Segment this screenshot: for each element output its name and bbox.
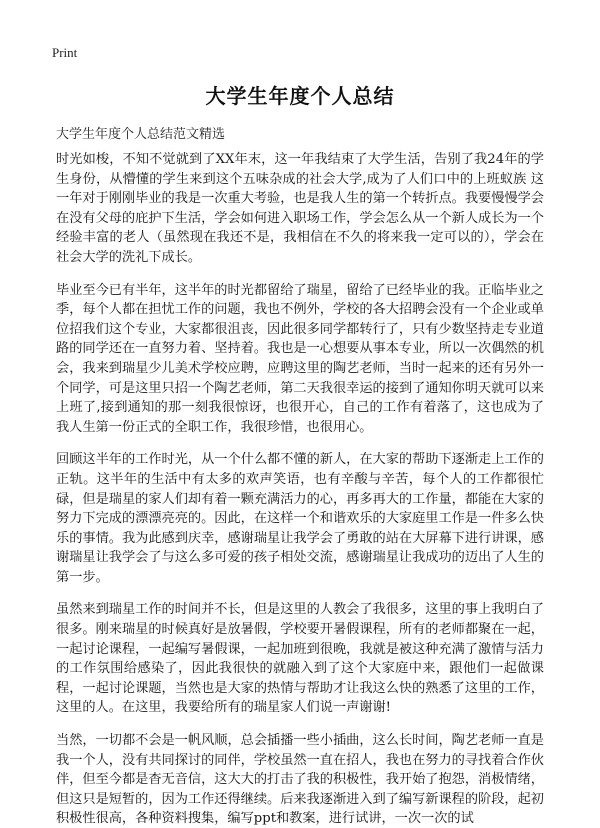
paragraph: 回顾这半年的工作时光，从一个什么都不懂的新人，在大家的帮助下逐渐走上工作的正轨。这半年的生活中有太多的欢声笑语，也有辛酸与辛苦，每个人的工作都很忙碌，但是瑞星的家人们却有着一颗充满活力的心，再多再大的工作量，都能在大家的努力下完成的漂漂亮亮的。因此，在这样一个和谐欢乐的大家庭里工作是一件多么快乐的事情。我为此感到庆幸，感谢瑞星让我学会了勇敢的站在大屏幕下进行讲课，感谢瑞星让我学会了与这么多可爱的孩子相处交流，感谢瑞星让我成功的迈出了人生的第一步。 bbox=[56, 452, 544, 585]
document-subtitle: 大学生年度个人总结范文精选 bbox=[56, 127, 226, 142]
document-body bbox=[56, 150, 544, 828]
print-link[interactable]: Print bbox=[52, 45, 78, 60]
paragraph: 时光如梭，不知不觉就到了XX年末，这一年我结束了大学生活，告别了我24年的学生身份，从懵懂的学生来到这个五味杂成的社会大学,成为了人们口中的上班蚁族 这一年对于刚刚毕业的我是一次重大考验，也是我人生的第一个转折点。我要慢慢学会在没有父母的庇护下生活，学会如何进入职场工作，学会怎么从一个新人成长为一个经验丰富的老人（虽然现在我还不是，我相信在不久的将来我一定可以的），学会在社会大学的洗礼下成长。 bbox=[56, 152, 544, 265]
paragraph: 毕业至今已有半年，这半年的时光都留给了瑞星，留给了已经毕业的我。正临毕业之季，每个人都在担忧工作的问题，我也不例外，学校的各大招聘会没有一个企业或单位招我们这个专业，大家都很沮丧，因此很多同学都转行了，只有少数坚持走专业道路的同学还在一直努力着、坚持着。我也是一心想要从事本专业，所以一次偶然的机会，我来到瑞星少儿美术学校应聘，应聘这里的陶艺老师，当时一起来的还有另外一个同学，可是这里只招一个陶艺老师，第二天我很幸运的接到了通知你明天就可以来上班了,接到通知的那一刻我很惊讶，也很开心，自己的工作有着落了，这也成为了我人生第一份正式的全职工作，我很珍惜，也很用心。 bbox=[56, 282, 544, 435]
paragraph: 虽然来到瑞星工作的时间并不长，但是这里的人教会了我很多，这里的事上我明白了很多。刚来瑞星的时候真好是放暑假，学校要开暑假课程，所有的老师都聚在一起，一起讨论课程，一起编写暑假课，一起加班到很晚，我就是被这种充满了激情与活力的工作氛围给感染了，因此我很快的就融入到了这个大家庭中来，跟他们一起做课程，一起讨论课题，当然也是大家的热情与帮助才让我这么快的熟悉了这里的工作，这里的人。在这里，我要给所有的瑞星家人们说一声谢谢! bbox=[56, 602, 544, 716]
paragraph: 当然，一切都不会是一帆风顺，总会插播一些小插曲，这么长时间，陶艺老师一直是我一个人，没有共同探讨的同伴，学校虽然一直在招人，我也在努力的寻找着合作伙伴，但至今都是杳无音信，这大大的打击了我的积极性，我开始了抱怨，消极情绪，但这只是短暂的，因为工作还得继续。后来我逐渐进入到了编写新课程的阶段，起初积极性很高，各种资料搜集，编写ppt和教案，进行试讲，一次一次的试 bbox=[56, 733, 544, 827]
page-title: 大学生年度个人总结 bbox=[205, 84, 395, 108]
